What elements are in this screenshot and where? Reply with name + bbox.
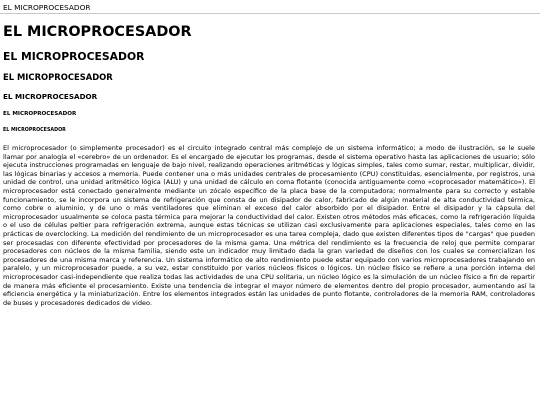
heading-level-1: EL MICROPROCESADOR bbox=[3, 24, 192, 40]
heading-level-4: EL MICROPROCESADOR bbox=[3, 92, 98, 101]
window-title: EL MICROPROCESADOR bbox=[3, 3, 91, 12]
heading-level-5: EL MICROPROCESADOR bbox=[3, 111, 77, 117]
heading-level-3: EL MICROPROCESADOR bbox=[3, 72, 113, 82]
title-divider bbox=[0, 13, 540, 14]
body-paragraph: El microprocesador (o simplemente procesador) es el circuito integrado central más complejo de un sistema informático; a modo de ilustración, se le suele llamar por analogía el «cerebro» de un ordenador. Es el encargado de ejecutar los programas, desde el sistema operativo hasta las aplicaciones de usuario; sólo ejecuta instrucciones programadas en lenguaje de bajo nivel, realizando operaciones aritméticas y lógicas simples, tales como sumar, restar, multiplicar, dividir, las lógicas binarias y accesos a memoria. Puede contener una o más unidades centrales de procesamiento (CPU) constituidas, esencialmente, por registros, una unidad de control, una unidad aritmético lógica (ALU) y una unidad de cálculo en coma flotante (conocida antiguamente como «coprocesador matemático»). El microprocesador está conectado generalmente mediante un zócalo específico de la placa base de la computadora; normalmente para su correcto y estable funcionamiento, se le incorpora un sistema de refrigeración que consta de un disipador de calor, fabricado de algún material de alta conductividad térmica, como cobre o aluminio, y de uno o más ventiladores que eliminan el exceso del calor absorbido por el disipador. Entre el disipador y la cápsula del microprocesador usualmente se coloca pasta térmica para mejorar la conductividad del calor. Existen otros métodos más eficaces, como la refrigeración líquida o el uso de células peltier para refrigeración extrema, aunque estas técnicas se utilizan casi exclusivamente para aplicaciones especiales, tales como en las prácticas de overclocking. La medición del rendimiento de un microprocesador es una tarea compleja, dado que existen diferentes tipos de "cargas" que pueden ser procesadas con diferente efectividad por procesadores de la misma gama. Una métrica del rendimiento es la frecuencia de reloj que permite comparar procesadores con núcleos de la misma familia, siendo este un indicador muy limitado dada la gran variedad de diseños con los cuales se comercializan los procesadores de una misma marca y referencia. Un sistema informático de alto rendimiento puede estar equipado con varios microprocesadores trabajando en paralelo, y un microprocesador puede, a su vez, estar constituido por varios núcleos físicos o lógicos. Un núcleo físico se refiere a una porción interna del microprocesador casi-independiente que realiza todas las actividades de una CPU solitaria, un núcleo lógico es la simulación de un núcleo físico a fin de repartir de manera más eficiente el procesamiento. Existe una tendencia de integrar el mayor número de elementos dentro del propio procesador, aumentando así la eficiencia energética y la miniaturización. Entre los elementos integrados están las unidades de punto flotante, controladores de la memoria RAM, controladores de buses y procesadores dedicados de video. bbox=[3, 144, 535, 307]
heading-level-2: EL MICROPROCESADOR bbox=[3, 50, 145, 63]
page-content bbox=[0, 23, 540, 307]
heading-level-6: EL MICROPROCESADOR bbox=[3, 128, 66, 133]
